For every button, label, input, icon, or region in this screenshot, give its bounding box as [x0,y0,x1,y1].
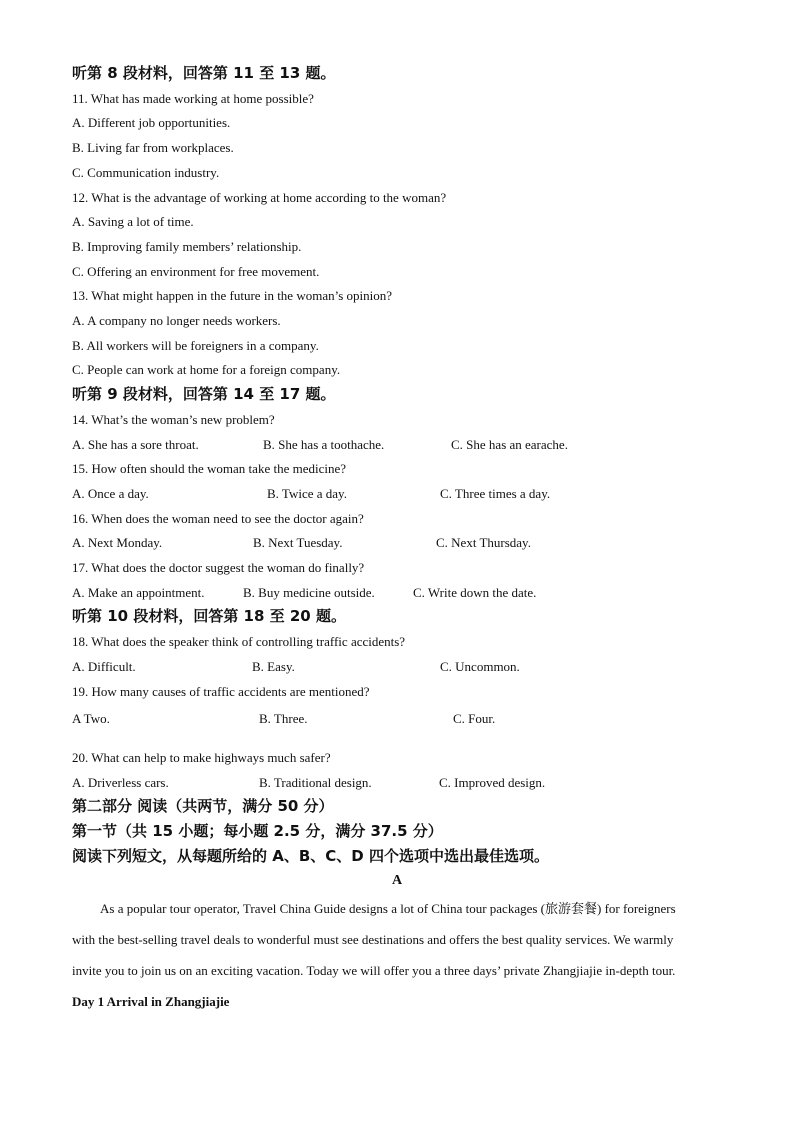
passage-letter: A [391,873,403,888]
part-2-instructions: 阅读下列短文，从每题所给的 A、B、C、D 四个选项中选出最佳选项。 [72,847,549,865]
question-14: 14. What’s the woman’s new problem? [72,412,275,427]
q20-option-a: A. Driverless cars. [72,775,169,790]
question-19: 19. How many causes of traffic accidents are mentioned? [72,684,370,699]
question-16: 16. When does the woman need to see the doctor again? [72,511,364,526]
question-20: 20. What can help to make highways much safer? [72,750,331,765]
q11-option-b: B. Living far from workplaces. [72,140,234,155]
passage-line-3: invite you to join us on an exciting vacation. Today we will offer you a three days’ private Zhangjiajie in-depth tour. [72,963,676,978]
q11-option-a: A. Different job opportunities. [72,115,231,130]
q16-option-c: C. Next Thursday. [436,535,531,550]
q14-option-c: C. She has an earache. [451,437,568,452]
question-15: 15. How often should the woman take the medicine? [72,461,347,476]
q18-option-b: B. Easy. [252,659,295,674]
q13-option-a: A. A company no longer needs workers. [72,313,281,328]
q16-option-a: A. Next Monday. [72,535,163,550]
q17-option-c: C. Write down the date. [413,585,537,600]
q17-option-a: A. Make an appointment. [72,585,205,600]
q12-option-c: C. Offering an environment for free movement. [72,264,320,279]
q18-option-c: C. Uncommon. [440,659,520,674]
part-2-title: 第二部分 阅读（共两节，满分 50 分） [72,797,334,815]
q20-option-b: B. Traditional design. [259,775,372,790]
section-9-heading: 听第 9 段材料，回答第 14 至 17 题。 [72,385,336,403]
question-11: 11. What has made working at home possible? [72,91,314,106]
q12-option-a: A. Saving a lot of time. [72,214,194,229]
day-1-heading: Day 1 Arrival in Zhangjiajie [72,994,230,1009]
question-17: 17. What does the doctor suggest the woman do finally? [72,560,365,575]
q14-option-b: B. She has a toothache. [263,437,385,452]
question-13: 13. What might happen in the future in the woman’s opinion? [72,288,393,303]
q19-option-a: A Two. [72,711,110,726]
q13-option-c: C. People can work at home for a foreign company. [72,362,341,377]
q19-option-c: C. Four. [453,711,496,726]
part-2-subtitle: 第一节（共 15 小题；每小题 2.5 分，满分 37.5 分） [72,822,443,840]
q13-option-b: B. All workers will be foreigners in a company. [72,338,319,353]
q18-option-a: A. Difficult. [72,659,136,674]
section-10-heading: 听第 10 段材料，回答第 18 至 20 题。 [72,607,346,625]
q15-option-a: A. Once a day. [72,486,149,501]
question-18: 18. What does the speaker think of controlling traffic accidents? [72,634,406,649]
q12-option-b: B. Improving family members’ relationship. [72,239,302,254]
question-12: 12. What is the advantage of working at home according to the woman? [72,190,447,205]
q20-option-c: C. Improved design. [439,775,546,790]
q17-option-b: B. Buy medicine outside. [243,585,375,600]
q19-option-b: B. Three. [259,711,308,726]
q11-option-c: C. Communication industry. [72,165,220,180]
q15-option-c: C. Three times a day. [440,486,551,501]
passage-line-2: with the best-selling travel deals to wonderful must see destinations and offers the best quality services. We warmly [72,932,674,947]
passage-line-1: As a popular tour operator, Travel China Guide designs a lot of China tour packages (旅游套餐) for foreigners [100,901,676,916]
section-8-heading: 听第 8 段材料，回答第 11 至 13 题。 [72,64,336,82]
q16-option-b: B. Next Tuesday. [253,535,343,550]
q15-option-b: B. Twice a day. [267,486,347,501]
q14-option-a: A. She has a sore throat. [72,437,199,452]
